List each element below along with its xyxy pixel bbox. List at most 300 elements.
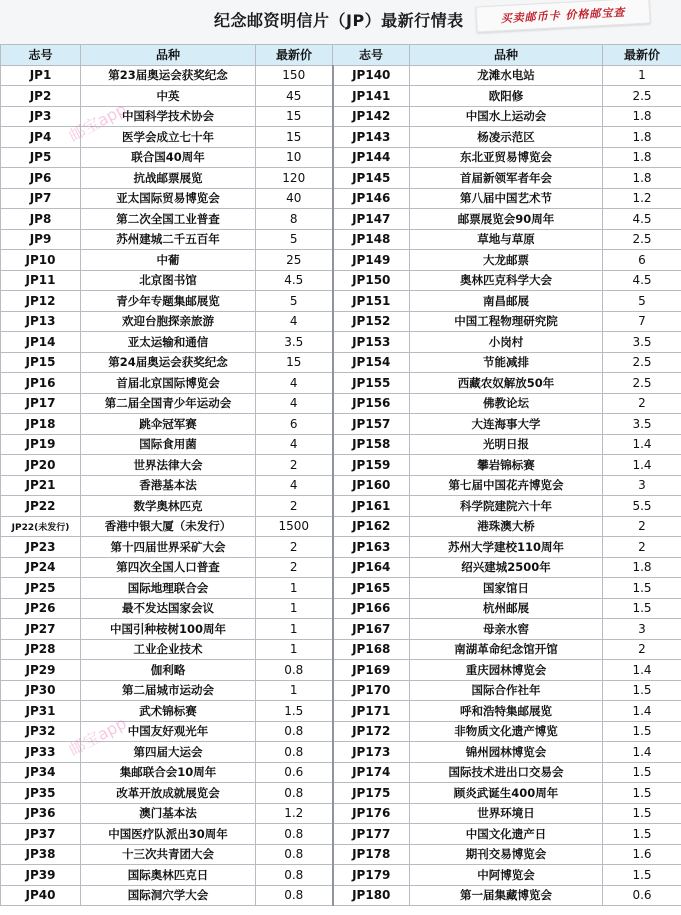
code-cell-right: JP173 bbox=[333, 742, 410, 763]
price-table bbox=[0, 44, 681, 906]
price-cell-left: 2 bbox=[256, 455, 333, 476]
price-cell-left: 0.8 bbox=[256, 783, 333, 804]
name-cell-right: 佛教论坛 bbox=[410, 393, 603, 414]
name-cell-left: 中国引种桉树100周年 bbox=[81, 619, 256, 640]
name-cell-right: 科学院建院六十年 bbox=[410, 496, 603, 517]
code-cell-left: JP13 bbox=[1, 311, 81, 332]
code-cell-right: JP157 bbox=[333, 414, 410, 435]
name-cell-left: 第十四届世界采矿大会 bbox=[81, 537, 256, 558]
name-cell-left: 亚太国际贸易博览会 bbox=[81, 188, 256, 209]
price-cell-right: 1.4 bbox=[603, 742, 681, 763]
price-cell-left: 2 bbox=[256, 557, 333, 578]
price-cell-right: 1.8 bbox=[603, 557, 681, 578]
table-row bbox=[1, 352, 681, 373]
name-cell-right: 绍兴建城2500年 bbox=[410, 557, 603, 578]
code-cell-right: JP140 bbox=[333, 65, 410, 86]
code-cell-right: JP166 bbox=[333, 598, 410, 619]
name-cell-right: 中国工程物理研究院 bbox=[410, 311, 603, 332]
name-cell-right: 草地与草原 bbox=[410, 229, 603, 250]
code-cell-left: JP26 bbox=[1, 598, 81, 619]
code-cell-left: JP15 bbox=[1, 352, 81, 373]
name-cell-left: 跳伞冠军赛 bbox=[81, 414, 256, 435]
code-cell-right: JP178 bbox=[333, 844, 410, 865]
name-cell-left: 第二届城市运动会 bbox=[81, 680, 256, 701]
code-cell-left: JP9 bbox=[1, 229, 81, 250]
code-cell-right: JP169 bbox=[333, 660, 410, 681]
code-cell-right: JP170 bbox=[333, 680, 410, 701]
code-cell-left: JP3 bbox=[1, 106, 81, 127]
name-cell-right: 西藏农奴解放50年 bbox=[410, 373, 603, 394]
price-cell-right: 3.5 bbox=[603, 332, 681, 353]
code-cell-right: JP150 bbox=[333, 270, 410, 291]
watermark-bottom: 邮宝app bbox=[65, 713, 130, 760]
price-cell-right: 1.5 bbox=[603, 721, 681, 742]
price-cell-right: 4.5 bbox=[603, 270, 681, 291]
name-cell-right: 欧阳修 bbox=[410, 86, 603, 107]
price-cell-left: 1.5 bbox=[256, 701, 333, 722]
table-row bbox=[1, 516, 681, 537]
name-cell-right: 国家馆日 bbox=[410, 578, 603, 599]
code-cell-left: JP23 bbox=[1, 537, 81, 558]
name-cell-left: 中国医疗队派出30周年 bbox=[81, 824, 256, 845]
price-cell-right: 1.5 bbox=[603, 680, 681, 701]
code-cell-left: JP12 bbox=[1, 291, 81, 312]
price-cell-right: 0.6 bbox=[603, 885, 681, 906]
table-row bbox=[1, 557, 681, 578]
table-row bbox=[1, 885, 681, 906]
code-cell-right: JP152 bbox=[333, 311, 410, 332]
price-cell-left: 25 bbox=[256, 250, 333, 271]
code-cell-right: JP180 bbox=[333, 885, 410, 906]
table-row bbox=[1, 475, 681, 496]
name-cell-right: 母亲水窖 bbox=[410, 619, 603, 640]
price-cell-right: 1.8 bbox=[603, 168, 681, 189]
name-cell-left: 欢迎台胞探亲旅游 bbox=[81, 311, 256, 332]
name-cell-right: 东北亚贸易博览会 bbox=[410, 147, 603, 168]
name-cell-left: 国际地理联合会 bbox=[81, 578, 256, 599]
code-cell-left: JP5 bbox=[1, 147, 81, 168]
price-cell-right: 2.5 bbox=[603, 373, 681, 394]
price-cell-right: 2 bbox=[603, 537, 681, 558]
name-cell-right: 节能减排 bbox=[410, 352, 603, 373]
code-cell-right: JP161 bbox=[333, 496, 410, 517]
price-cell-right: 2.5 bbox=[603, 229, 681, 250]
code-cell-left: JP2 bbox=[1, 86, 81, 107]
price-cell-right: 1 bbox=[603, 65, 681, 86]
header-code-left: 志号 bbox=[1, 45, 81, 66]
price-cell-right: 1.2 bbox=[603, 188, 681, 209]
name-cell-left: 工业企业技术 bbox=[81, 639, 256, 660]
code-cell-left: JP30 bbox=[1, 680, 81, 701]
name-cell-right: 国际合作社年 bbox=[410, 680, 603, 701]
price-cell-left: 2 bbox=[256, 496, 333, 517]
code-cell-left: JP17 bbox=[1, 393, 81, 414]
watermark-top: 邮宝app bbox=[65, 99, 130, 146]
price-cell-right: 4.5 bbox=[603, 209, 681, 230]
code-cell-right: JP145 bbox=[333, 168, 410, 189]
name-cell-left: 第23届奥运会获奖纪念 bbox=[81, 65, 256, 86]
name-cell-left: 抗战邮票展览 bbox=[81, 168, 256, 189]
code-cell-left: JP11 bbox=[1, 270, 81, 291]
code-cell-right: JP147 bbox=[333, 209, 410, 230]
code-cell-left: JP32 bbox=[1, 721, 81, 742]
price-cell-right: 1.5 bbox=[603, 783, 681, 804]
code-cell-left: JP28 bbox=[1, 639, 81, 660]
code-cell-right: JP159 bbox=[333, 455, 410, 476]
code-cell-left: JP10 bbox=[1, 250, 81, 271]
price-cell-left: 1 bbox=[256, 578, 333, 599]
price-cell-right: 2 bbox=[603, 639, 681, 660]
code-cell-left: JP8 bbox=[1, 209, 81, 230]
code-cell-right: JP154 bbox=[333, 352, 410, 373]
code-cell-right: JP175 bbox=[333, 783, 410, 804]
code-cell-left: JP7 bbox=[1, 188, 81, 209]
name-cell-right: 中国水上运动会 bbox=[410, 106, 603, 127]
price-cell-left: 10 bbox=[256, 147, 333, 168]
table-row bbox=[1, 496, 681, 517]
table-row bbox=[1, 639, 681, 660]
code-cell-right: JP141 bbox=[333, 86, 410, 107]
name-cell-right: 期刊交易博览会 bbox=[410, 844, 603, 865]
name-cell-right: 重庆园林博览会 bbox=[410, 660, 603, 681]
price-cell-left: 0.8 bbox=[256, 844, 333, 865]
name-cell-right: 大龙邮票 bbox=[410, 250, 603, 271]
code-cell-right: JP174 bbox=[333, 762, 410, 783]
title-bar bbox=[0, 0, 681, 45]
code-cell-left: JP37 bbox=[1, 824, 81, 845]
code-cell-left: JP6 bbox=[1, 168, 81, 189]
code-cell-right: JP177 bbox=[333, 824, 410, 845]
name-cell-right: 杨凌示范区 bbox=[410, 127, 603, 148]
name-cell-right: 奥林匹克科学大会 bbox=[410, 270, 603, 291]
name-cell-right: 光明日报 bbox=[410, 434, 603, 455]
header-code-right: 志号 bbox=[333, 45, 410, 66]
name-cell-left: 中英 bbox=[81, 86, 256, 107]
price-cell-right: 1.8 bbox=[603, 106, 681, 127]
name-cell-left: 改革开放成就展览会 bbox=[81, 783, 256, 804]
price-cell-left: 4 bbox=[256, 434, 333, 455]
price-cell-left: 45 bbox=[256, 86, 333, 107]
code-cell-left: JP31 bbox=[1, 701, 81, 722]
table-row bbox=[1, 291, 681, 312]
price-cell-right: 3.5 bbox=[603, 414, 681, 435]
price-cell-right: 1.8 bbox=[603, 147, 681, 168]
price-cell-right: 1.4 bbox=[603, 701, 681, 722]
price-cell-left: 0.6 bbox=[256, 762, 333, 783]
name-cell-right: 南昌邮展 bbox=[410, 291, 603, 312]
name-cell-right: 第一届集藏博览会 bbox=[410, 885, 603, 906]
price-cell-right: 2 bbox=[603, 516, 681, 537]
name-cell-left: 医学会成立七十年 bbox=[81, 127, 256, 148]
code-cell-left: JP19 bbox=[1, 434, 81, 455]
table-row bbox=[1, 414, 681, 435]
price-cell-right: 5 bbox=[603, 291, 681, 312]
table-row bbox=[1, 598, 681, 619]
price-cell-right: 2.5 bbox=[603, 86, 681, 107]
name-cell-right: 国际技术进出口交易会 bbox=[410, 762, 603, 783]
code-cell-left: JP36 bbox=[1, 803, 81, 824]
name-cell-right: 中国文化遗产日 bbox=[410, 824, 603, 845]
page-title: 纪念邮资明信片（JP）最新行情表 bbox=[214, 11, 464, 30]
seller-banner bbox=[475, 0, 650, 33]
table-row bbox=[1, 619, 681, 640]
table-row bbox=[1, 844, 681, 865]
banner-text: 买卖邮币卡 价格邮宝查 bbox=[500, 5, 626, 26]
name-cell-right: 呼和浩特集邮展览 bbox=[410, 701, 603, 722]
code-cell-right: JP176 bbox=[333, 803, 410, 824]
name-cell-left: 香港基本法 bbox=[81, 475, 256, 496]
table-row bbox=[1, 250, 681, 271]
header-name-right: 品种 bbox=[410, 45, 603, 66]
price-cell-right: 3 bbox=[603, 619, 681, 640]
name-cell-left: 伽利略 bbox=[81, 660, 256, 681]
name-cell-right: 顾炎武诞生400周年 bbox=[410, 783, 603, 804]
price-cell-right: 7 bbox=[603, 311, 681, 332]
price-cell-right: 1.4 bbox=[603, 455, 681, 476]
table-row bbox=[1, 147, 681, 168]
code-cell-right: JP155 bbox=[333, 373, 410, 394]
name-cell-left: 首届北京国际博览会 bbox=[81, 373, 256, 394]
price-cell-left: 4 bbox=[256, 393, 333, 414]
price-cell-right: 1.5 bbox=[603, 598, 681, 619]
price-cell-left: 40 bbox=[256, 188, 333, 209]
code-cell-right: JP179 bbox=[333, 865, 410, 886]
price-cell-right: 1.4 bbox=[603, 434, 681, 455]
name-cell-left: 中葡 bbox=[81, 250, 256, 271]
price-cell-left: 0.8 bbox=[256, 865, 333, 886]
table-row bbox=[1, 701, 681, 722]
table-row bbox=[1, 65, 681, 86]
price-cell-left: 0.8 bbox=[256, 824, 333, 845]
code-cell-right: JP160 bbox=[333, 475, 410, 496]
price-cell-left: 8 bbox=[256, 209, 333, 230]
code-cell-left: JP27 bbox=[1, 619, 81, 640]
code-cell-left: JP38 bbox=[1, 844, 81, 865]
price-cell-left: 6 bbox=[256, 414, 333, 435]
code-cell-right: JP168 bbox=[333, 639, 410, 660]
price-cell-left: 1500 bbox=[256, 516, 333, 537]
code-cell-left: JP40 bbox=[1, 885, 81, 906]
name-cell-right: 中阿博览会 bbox=[410, 865, 603, 886]
code-cell-left: JP39 bbox=[1, 865, 81, 886]
price-cell-left: 1 bbox=[256, 598, 333, 619]
name-cell-left: 世界法律大会 bbox=[81, 455, 256, 476]
price-cell-right: 1.5 bbox=[603, 762, 681, 783]
name-cell-right: 杭州邮展 bbox=[410, 598, 603, 619]
code-cell-right: JP142 bbox=[333, 106, 410, 127]
price-cell-right: 5.5 bbox=[603, 496, 681, 517]
price-cell-right: 1.4 bbox=[603, 660, 681, 681]
code-cell-left: JP22(未发行) bbox=[1, 516, 81, 537]
code-cell-right: JP151 bbox=[333, 291, 410, 312]
table-row bbox=[1, 680, 681, 701]
header-price-left: 最新价 bbox=[256, 45, 333, 66]
table-row bbox=[1, 332, 681, 353]
price-cell-right: 6 bbox=[603, 250, 681, 271]
name-cell-left: 第二届全国青少年运动会 bbox=[81, 393, 256, 414]
price-cell-left: 0.8 bbox=[256, 742, 333, 763]
code-cell-right: JP146 bbox=[333, 188, 410, 209]
price-cell-left: 1 bbox=[256, 680, 333, 701]
name-cell-left: 十三次共青团大会 bbox=[81, 844, 256, 865]
table-header-row bbox=[1, 45, 681, 66]
table-row bbox=[1, 188, 681, 209]
code-cell-right: JP153 bbox=[333, 332, 410, 353]
name-cell-right: 锦州园林博览会 bbox=[410, 742, 603, 763]
name-cell-left: 最不发达国家会议 bbox=[81, 598, 256, 619]
name-cell-left: 中国科学技术协会 bbox=[81, 106, 256, 127]
code-cell-left: JP14 bbox=[1, 332, 81, 353]
name-cell-left: 第24届奥运会获奖纪念 bbox=[81, 352, 256, 373]
code-cell-left: JP34 bbox=[1, 762, 81, 783]
code-cell-left: JP4 bbox=[1, 127, 81, 148]
price-cell-left: 4 bbox=[256, 475, 333, 496]
name-cell-right: 邮票展览会90周年 bbox=[410, 209, 603, 230]
code-cell-right: JP164 bbox=[333, 557, 410, 578]
name-cell-left: 亚太运输和通信 bbox=[81, 332, 256, 353]
price-cell-left: 15 bbox=[256, 352, 333, 373]
name-cell-right: 首届新领军者年会 bbox=[410, 168, 603, 189]
price-cell-left: 1.2 bbox=[256, 803, 333, 824]
code-cell-right: JP163 bbox=[333, 537, 410, 558]
table-row bbox=[1, 86, 681, 107]
code-cell-right: JP143 bbox=[333, 127, 410, 148]
price-cell-right: 2 bbox=[603, 393, 681, 414]
code-cell-left: JP33 bbox=[1, 742, 81, 763]
code-cell-left: JP21 bbox=[1, 475, 81, 496]
table-row bbox=[1, 578, 681, 599]
name-cell-left: 澳门基本法 bbox=[81, 803, 256, 824]
name-cell-left: 香港中银大厦（未发行） bbox=[81, 516, 256, 537]
name-cell-left: 青少年专题集邮展览 bbox=[81, 291, 256, 312]
price-cell-right: 1.6 bbox=[603, 844, 681, 865]
price-cell-right: 1.5 bbox=[603, 865, 681, 886]
price-cell-left: 3.5 bbox=[256, 332, 333, 353]
table-body bbox=[1, 65, 681, 906]
code-cell-right: JP171 bbox=[333, 701, 410, 722]
name-cell-right: 世界环境日 bbox=[410, 803, 603, 824]
table-row bbox=[1, 742, 681, 763]
code-cell-left: JP20 bbox=[1, 455, 81, 476]
table-row bbox=[1, 824, 681, 845]
table-row bbox=[1, 660, 681, 681]
code-cell-left: JP29 bbox=[1, 660, 81, 681]
table-row bbox=[1, 865, 681, 886]
price-cell-left: 4.5 bbox=[256, 270, 333, 291]
table-row bbox=[1, 106, 681, 127]
table-row bbox=[1, 455, 681, 476]
code-cell-left: JP16 bbox=[1, 373, 81, 394]
price-cell-right: 3 bbox=[603, 475, 681, 496]
price-cell-left: 120 bbox=[256, 168, 333, 189]
code-cell-left: JP25 bbox=[1, 578, 81, 599]
name-cell-right: 第八届中国艺术节 bbox=[410, 188, 603, 209]
name-cell-left: 联合国40周年 bbox=[81, 147, 256, 168]
table-row bbox=[1, 721, 681, 742]
price-cell-left: 1 bbox=[256, 639, 333, 660]
price-cell-left: 4 bbox=[256, 311, 333, 332]
price-cell-left: 0.8 bbox=[256, 721, 333, 742]
code-cell-right: JP167 bbox=[333, 619, 410, 640]
table-row bbox=[1, 537, 681, 558]
name-cell-left: 第二次全国工业普查 bbox=[81, 209, 256, 230]
code-cell-right: JP156 bbox=[333, 393, 410, 414]
table-row bbox=[1, 270, 681, 291]
name-cell-right: 非物质文化遗产博览 bbox=[410, 721, 603, 742]
price-cell-right: 1.5 bbox=[603, 824, 681, 845]
name-cell-left: 中国友好观光年 bbox=[81, 721, 256, 742]
name-cell-left: 第四届大运会 bbox=[81, 742, 256, 763]
name-cell-right: 小岗村 bbox=[410, 332, 603, 353]
name-cell-right: 龙滩水电站 bbox=[410, 65, 603, 86]
price-cell-right: 1.5 bbox=[603, 578, 681, 599]
code-cell-left: JP1 bbox=[1, 65, 81, 86]
table-row bbox=[1, 762, 681, 783]
name-cell-left: 国际奥林匹克日 bbox=[81, 865, 256, 886]
table-row bbox=[1, 373, 681, 394]
table-row bbox=[1, 168, 681, 189]
code-cell-right: JP162 bbox=[333, 516, 410, 537]
price-cell-left: 150 bbox=[256, 65, 333, 86]
name-cell-right: 大连海事大学 bbox=[410, 414, 603, 435]
price-cell-right: 1.8 bbox=[603, 127, 681, 148]
header-price-right: 最新价 bbox=[603, 45, 681, 66]
table-row bbox=[1, 393, 681, 414]
header-name-left: 品种 bbox=[81, 45, 256, 66]
table-row bbox=[1, 311, 681, 332]
code-cell-right: JP149 bbox=[333, 250, 410, 271]
price-cell-left: 4 bbox=[256, 373, 333, 394]
code-cell-left: JP24 bbox=[1, 557, 81, 578]
name-cell-right: 第七届中国花卉博览会 bbox=[410, 475, 603, 496]
price-cell-left: 0.8 bbox=[256, 660, 333, 681]
code-cell-left: JP35 bbox=[1, 783, 81, 804]
name-cell-right: 攀岩锦标赛 bbox=[410, 455, 603, 476]
table-row bbox=[1, 209, 681, 230]
name-cell-right: 南湖革命纪念馆开馆 bbox=[410, 639, 603, 660]
price-cell-left: 15 bbox=[256, 106, 333, 127]
price-cell-right: 2.5 bbox=[603, 352, 681, 373]
code-cell-left: JP18 bbox=[1, 414, 81, 435]
price-cell-left: 5 bbox=[256, 229, 333, 250]
code-cell-right: JP165 bbox=[333, 578, 410, 599]
code-cell-right: JP172 bbox=[333, 721, 410, 742]
table-row bbox=[1, 803, 681, 824]
name-cell-right: 港珠澳大桥 bbox=[410, 516, 603, 537]
code-cell-left: JP22 bbox=[1, 496, 81, 517]
code-cell-right: JP158 bbox=[333, 434, 410, 455]
table-row bbox=[1, 434, 681, 455]
name-cell-left: 第四次全国人口普查 bbox=[81, 557, 256, 578]
name-cell-left: 数学奥林匹克 bbox=[81, 496, 256, 517]
code-cell-right: JP144 bbox=[333, 147, 410, 168]
price-cell-left: 0.8 bbox=[256, 885, 333, 906]
price-cell-left: 1 bbox=[256, 619, 333, 640]
price-cell-right: 1.5 bbox=[603, 803, 681, 824]
price-cell-left: 5 bbox=[256, 291, 333, 312]
name-cell-right: 苏州大学建校110周年 bbox=[410, 537, 603, 558]
name-cell-left: 武术锦标赛 bbox=[81, 701, 256, 722]
price-cell-left: 2 bbox=[256, 537, 333, 558]
price-cell-left: 15 bbox=[256, 127, 333, 148]
table-row bbox=[1, 783, 681, 804]
name-cell-left: 北京图书馆 bbox=[81, 270, 256, 291]
table-row bbox=[1, 229, 681, 250]
code-cell-right: JP148 bbox=[333, 229, 410, 250]
name-cell-left: 集邮联合会10周年 bbox=[81, 762, 256, 783]
name-cell-left: 苏州建城二千五百年 bbox=[81, 229, 256, 250]
name-cell-left: 国际食用菌 bbox=[81, 434, 256, 455]
